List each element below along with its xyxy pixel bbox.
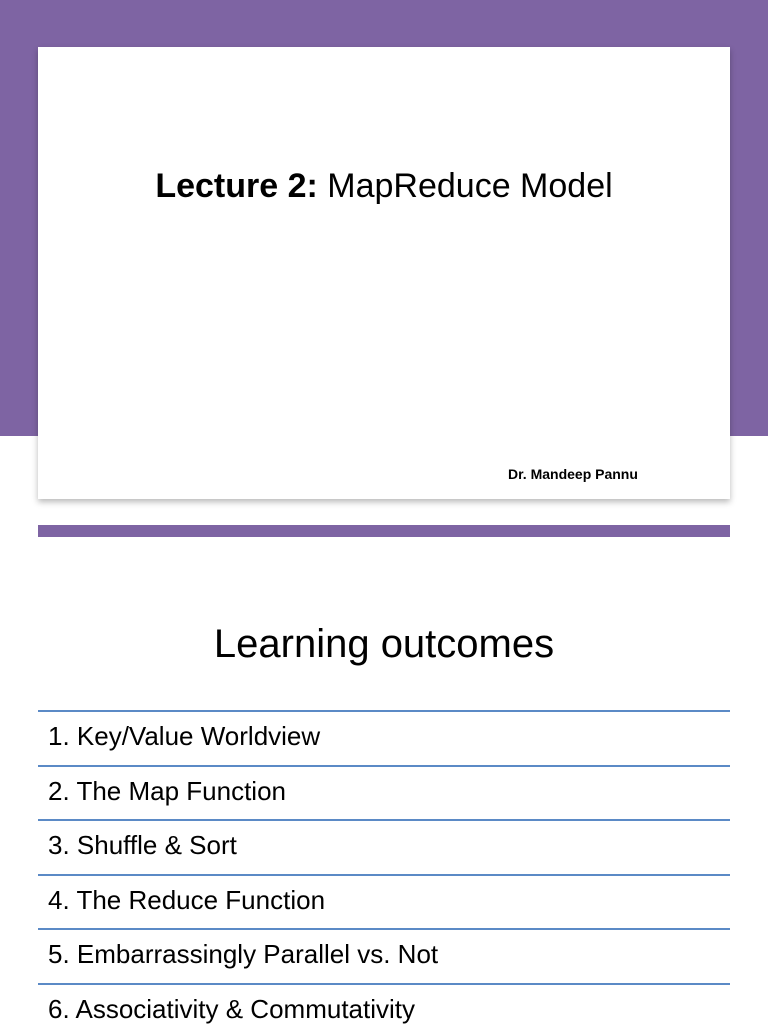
outcome-item: 1. Key/Value Worldview	[38, 710, 730, 765]
title-slide	[38, 47, 730, 499]
lecture-number: Lecture 2:	[155, 167, 318, 205]
outcome-item: 4. The Reduce Function	[38, 874, 730, 929]
outcome-item: 6. Associativity & Commutativity	[38, 983, 730, 1024]
learning-outcomes-heading: Learning outcomes	[213, 622, 555, 666]
author-name: Dr. Mandeep Pannu	[508, 466, 638, 482]
outcome-item: 3. Shuffle & Sort	[38, 819, 730, 874]
learning-outcomes-list	[38, 710, 730, 1024]
slide-divider-bar	[38, 525, 730, 537]
outcome-item: 5. Embarrassingly Parallel vs. Not	[38, 928, 730, 983]
outcome-item: 2. The Map Function	[38, 765, 730, 820]
lecture-topic: MapReduce Model	[327, 167, 613, 205]
lecture-title	[38, 167, 730, 206]
